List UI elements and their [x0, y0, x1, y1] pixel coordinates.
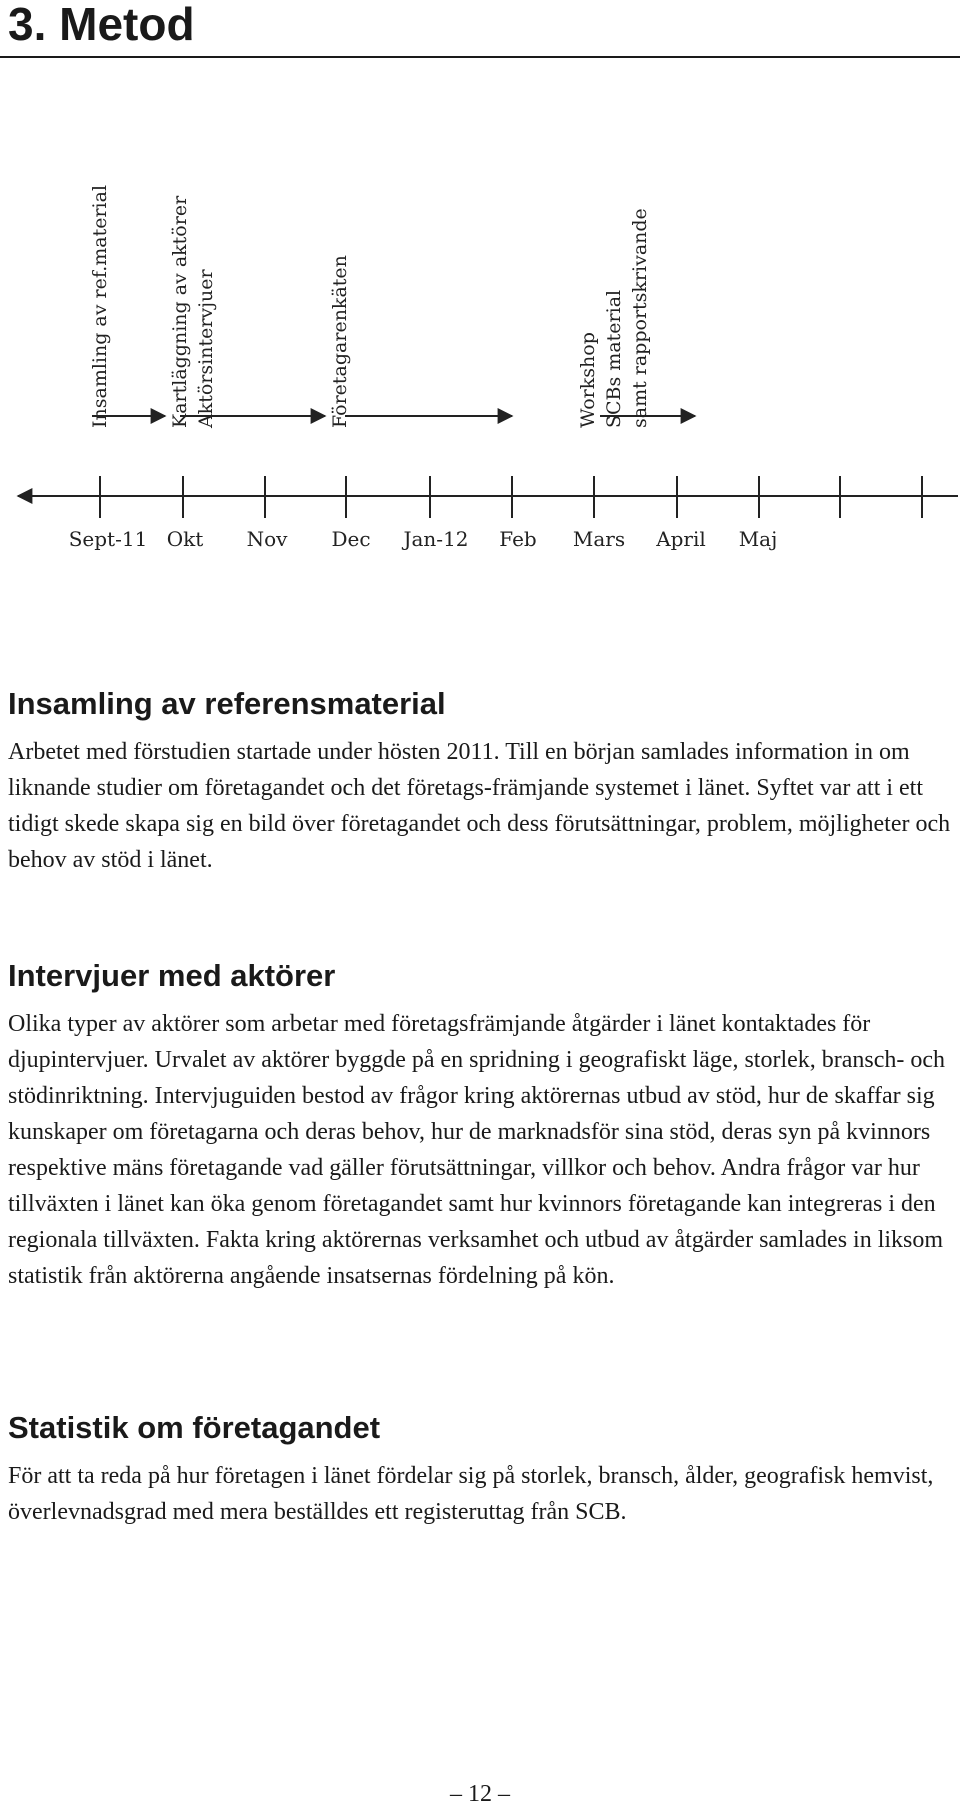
- month-label: Maj: [738, 527, 778, 551]
- month-label: April: [656, 527, 706, 551]
- month-label: Nov: [246, 527, 288, 551]
- month-label: Dec: [331, 527, 371, 551]
- section-heading-intervjuer: Intervjuer med aktörer: [8, 958, 336, 993]
- page-number: – 12 –: [450, 1781, 510, 1807]
- activity-label: SCBs material: [603, 289, 625, 428]
- activity-label: Företagarenkäten: [329, 255, 351, 428]
- section-text-referensmaterial: Arbetet med förstudien startade under hösten 2011. Till en början samlades information in om liknande studier om företagandet och det företags-främjande systemet i länet. Syftet var att i ett tidigt skede skapa sig en bild över företagandet och dess förutsättningar, problem, möjligheter och behov av stöd i länet.: [8, 739, 951, 873]
- axis-month-labels: [69, 527, 778, 551]
- section-text-statistik: För att ta reda på hur företagen i länet fördelar sig på storlek, bransch, ålder, geografisk hemvist, överlevnadsgrad med mera beställdes ett registeruttag från SCB.: [8, 1463, 934, 1525]
- month-label: Jan-12: [403, 527, 469, 551]
- section-heading-referensmaterial: Insamling av referensmaterial: [8, 686, 446, 721]
- month-label: Sept-11: [68, 527, 148, 551]
- activity-label: Kartläggning av aktörer: [169, 195, 191, 428]
- activity-label: Workshop: [577, 332, 599, 428]
- section-heading-statistik: Statistik om företagandet: [8, 1410, 381, 1445]
- page-title: 3. Metod: [8, 0, 195, 50]
- section-text-intervjuer: Olika typer av aktörer som arbetar med företagsfrämjande åtgärder i länet kontaktades för djupintervjuer. Urvalet av aktörer byggde på en spridning i geografiskt läge, storlek, bransch- och stödinriktning. Intervjuguiden bestod av frågor kring aktörernas utbud av stöd, hur de skaffar sig kunskaper om företagarna och deras behov, hur de marknadsför sina stöd, deras syn på kvinnors respektive mäns företagande vad gäller förutsättningar, villkor och behov. Andra frågor var hur tillväxten i länet kan öka genom företagandet samt hur kvinnors företagande kan integreras i den regionala tillväxten. Fakta kring aktörernas verksamhet och utbud av åtgärder samlades in liksom statistik från aktörerna angående insatsernas fördelning på kön.: [8, 1011, 946, 1289]
- activity-label: Insamling av ref.material: [89, 184, 111, 428]
- timeline-diagram: [0, 0, 960, 580]
- month-label: Feb: [499, 527, 537, 551]
- month-label: Okt: [166, 527, 204, 551]
- activity-label: samt rapportskrivande: [629, 208, 651, 428]
- activity-label: Aktörsintervjuer: [195, 269, 217, 428]
- month-label: Mars: [572, 527, 626, 551]
